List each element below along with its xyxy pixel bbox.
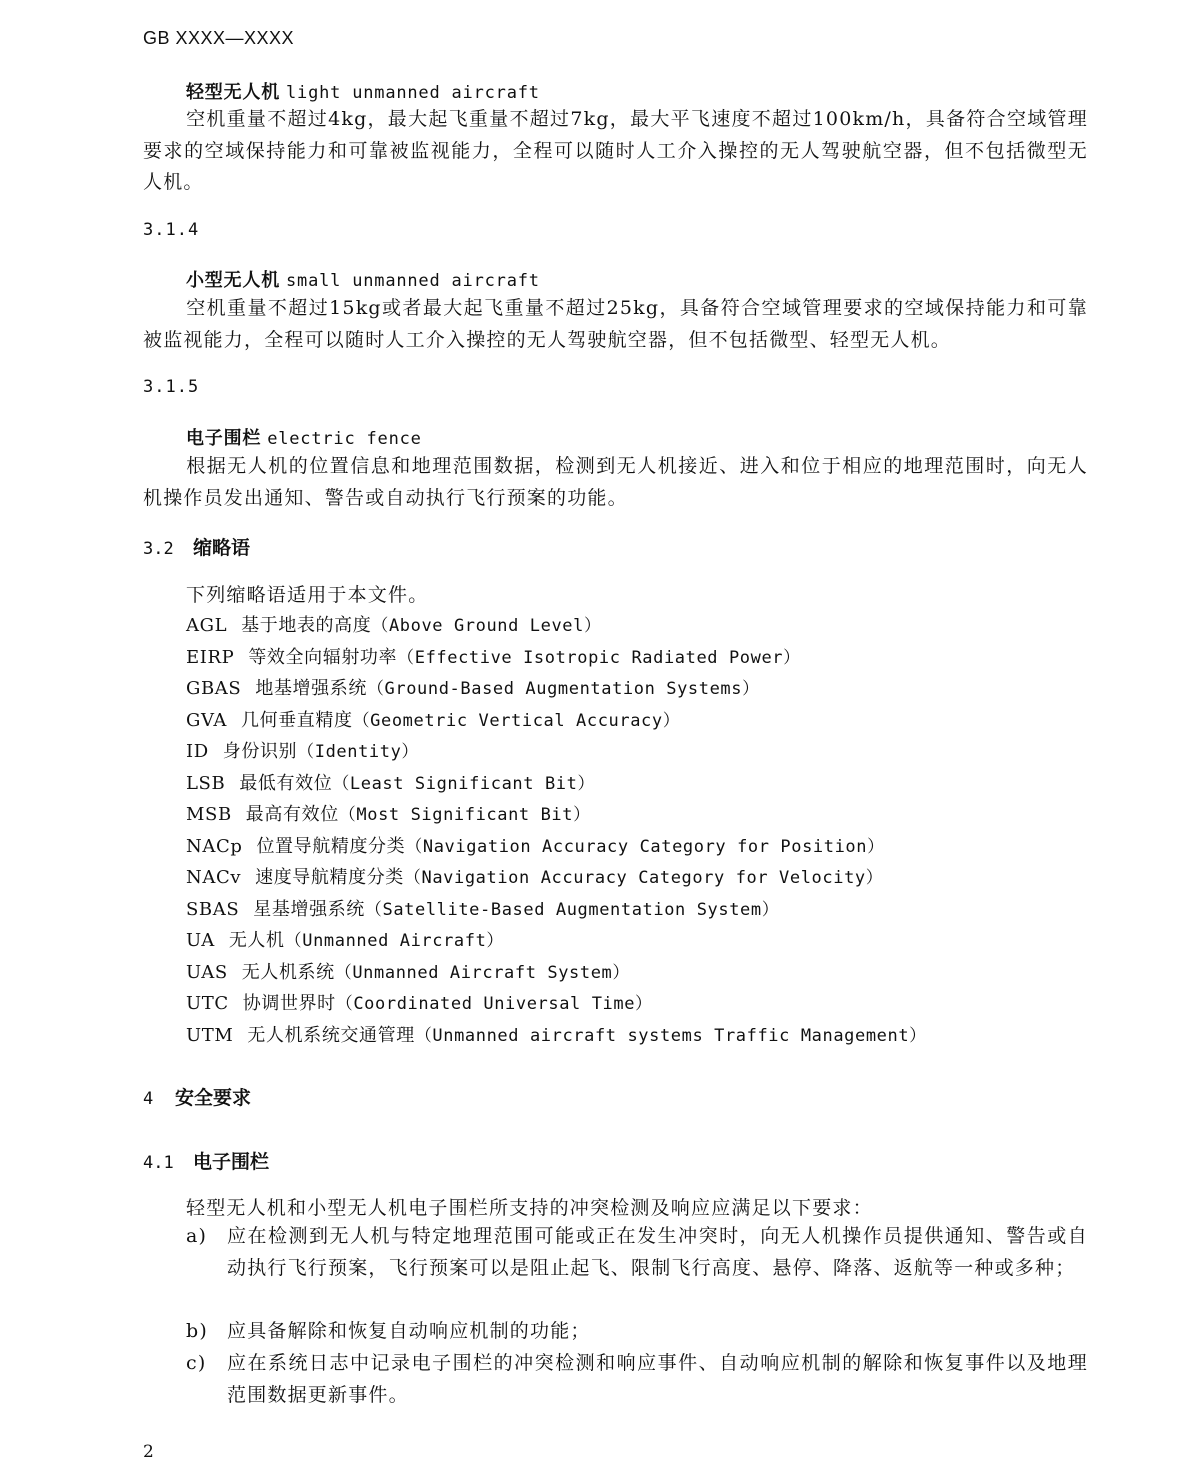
term-en: electric fence	[267, 429, 422, 449]
section-heading-3-2	[143, 533, 250, 560]
requirements-intro: 轻型无人机和小型无人机电子围栏所支持的冲突检测及响应应满足以下要求：	[186, 1197, 873, 1219]
section-number: 4	[143, 1089, 154, 1109]
list-marker: c)	[186, 1352, 207, 1374]
document-header: GB XXXX—XXXX	[143, 28, 295, 48]
abbreviation-zh: 协调世界时	[242, 993, 336, 1014]
section-number: 3.2	[143, 539, 174, 559]
abbreviation-row	[186, 958, 630, 984]
list-text: 应在检测到无人机与特定地理范围可能或正在发生冲突时，向无人机操作员提供通知、警告或自动执行飞行预案，飞行预案可以是阻止起飞、限制飞行高度、悬停、降落、返航等一种或多种；	[227, 1225, 1088, 1279]
abbreviation-row	[186, 863, 883, 889]
list-marker: b)	[186, 1320, 208, 1342]
abbreviation-row	[186, 800, 591, 826]
abbreviation-code: GBAS	[186, 678, 242, 699]
abbreviation-en: （Effective Isotropic Radiated Power）	[397, 647, 801, 668]
list-text: 应具备解除和恢复自动响应机制的功能；	[227, 1320, 591, 1342]
page-number: 2	[143, 1442, 154, 1462]
abbreviation-zh: 最高有效位	[245, 804, 339, 825]
list-item	[186, 1316, 1088, 1348]
abbreviation-row	[186, 674, 760, 700]
abbreviation-code: NACv	[186, 867, 242, 888]
abbreviation-row	[186, 769, 595, 795]
abbreviation-code: UAS	[186, 961, 228, 983]
term-zh: 电子围栏	[186, 428, 262, 449]
term-title-electric-fence	[186, 424, 422, 450]
section-number: 4.1	[143, 1153, 174, 1173]
abbreviation-zh: 无人机	[228, 930, 285, 951]
abbreviation-code: NACp	[186, 835, 243, 857]
list-item	[186, 1348, 1088, 1411]
abbreviation-row	[186, 895, 779, 921]
abbreviation-en: （Geometric Vertical Accuracy）	[352, 710, 681, 731]
abbreviation-zh: 星基增强系统	[253, 898, 365, 920]
term-en: light unmanned aircraft	[286, 83, 540, 103]
section-heading-4	[143, 1083, 251, 1110]
abbreviation-row	[186, 611, 602, 637]
abbreviation-en: （Navigation Accuracy Category for Velocity）	[403, 868, 884, 888]
clause-number-3-1-4: 3.1.4	[143, 220, 200, 240]
abbreviation-code: UA	[186, 930, 215, 951]
section-title: 安全要求	[175, 1087, 252, 1109]
abbreviation-code: AGL	[186, 615, 228, 636]
term-en: small unmanned aircraft	[286, 271, 540, 291]
abbreviations-intro: 下列缩略语适用于本文件。	[186, 584, 429, 606]
abbreviation-row	[186, 737, 419, 763]
section-title: 缩略语	[193, 537, 251, 559]
abbreviation-code: SBAS	[186, 898, 240, 920]
list-item	[186, 1221, 1088, 1284]
abbreviation-row	[186, 1021, 927, 1047]
clause-number-3-1-5: 3.1.5	[143, 377, 200, 397]
abbreviation-zh: 最低有效位	[239, 772, 333, 794]
abbreviation-en: （Coordinated Universal Time）	[335, 994, 653, 1014]
abbreviation-code: EIRP	[186, 646, 235, 668]
abbreviation-zh: 几何垂直精度	[240, 709, 353, 731]
abbreviation-zh: 基于地表的高度	[241, 615, 372, 636]
abbreviation-row	[186, 989, 653, 1015]
abbreviation-zh: 位置导航精度分类	[256, 835, 406, 857]
abbreviation-zh: 地基增强系统	[255, 678, 367, 699]
abbreviation-row	[186, 926, 504, 952]
section-title: 电子围栏	[193, 1151, 270, 1173]
term-title-light-ua	[186, 78, 540, 104]
term-definition-electric-fence: 根据无人机的位置信息和地理范围数据，检测到无人机接近、进入和位于相应的地理范围时，向无人机操作员发出通知、警告或自动执行飞行预案的功能。	[143, 455, 1088, 509]
abbreviation-en: （Satellite-Based Augmentation System）	[364, 899, 780, 920]
abbreviation-en: （Ground-Based Augmentation Systems）	[366, 679, 760, 699]
abbreviation-zh: 无人机系统	[241, 961, 335, 983]
abbreviation-code: UTC	[186, 993, 229, 1014]
abbreviation-en: （Unmanned Aircraft System）	[334, 962, 630, 983]
abbreviation-code: ID	[186, 741, 209, 762]
abbreviation-zh: 身份识别	[222, 741, 298, 762]
abbreviation-en: （Unmanned aircraft systems Traffic Management）	[414, 1025, 927, 1046]
list-text: 应在系统日志中记录电子围栏的冲突检测和响应事件、自动响应机制的解除和恢复事件以及地理范围数据更新事件。	[227, 1352, 1088, 1406]
abbreviation-en: （Unmanned Aircraft）	[284, 931, 505, 951]
abbreviation-row	[186, 832, 885, 858]
abbreviation-en: （Most Significant Bit）	[338, 805, 591, 825]
abbreviation-zh: 等效全向辐射功率	[248, 646, 398, 668]
abbreviation-row	[186, 643, 801, 669]
abbreviation-code: MSB	[186, 804, 232, 825]
section-heading-4-1	[143, 1147, 269, 1174]
abbreviation-zh: 无人机系统交通管理	[247, 1024, 415, 1046]
term-definition-light-ua: 空机重量不超过4kg，最大起飞重量不超过7kg，最大平飞速度不超过100km/h，具备符合空域管理要求的空域保持能力和可靠被监视能力，全程可以随时人工介入操控的无人驾驶航空器，但不包括微型无人机。	[143, 108, 1088, 193]
term-title-small-ua	[186, 266, 540, 292]
abbreviation-en: （Identity）	[297, 742, 420, 762]
abbreviation-en: （Navigation Accuracy Category for Position）	[405, 836, 885, 857]
abbreviation-en: （Least Significant Bit）	[332, 773, 596, 794]
abbreviation-code: UTM	[186, 1024, 234, 1046]
abbreviation-code: LSB	[186, 772, 226, 794]
term-definition-small-ua: 空机重量不超过15kg或者最大起飞重量不超过25kg，具备符合空域管理要求的空域保持能力和可靠被监视能力，全程可以随时人工介入操控的无人驾驶航空器，但不包括微型、轻型无人机。	[143, 297, 1088, 351]
abbreviation-row	[186, 706, 680, 732]
list-marker: a)	[186, 1225, 208, 1247]
term-zh: 小型无人机	[186, 270, 280, 291]
abbreviation-code: GVA	[186, 709, 227, 731]
abbreviation-zh: 速度导航精度分类	[255, 867, 404, 888]
abbreviation-en: （Above Ground Level）	[371, 616, 602, 636]
term-zh: 轻型无人机	[186, 82, 280, 103]
